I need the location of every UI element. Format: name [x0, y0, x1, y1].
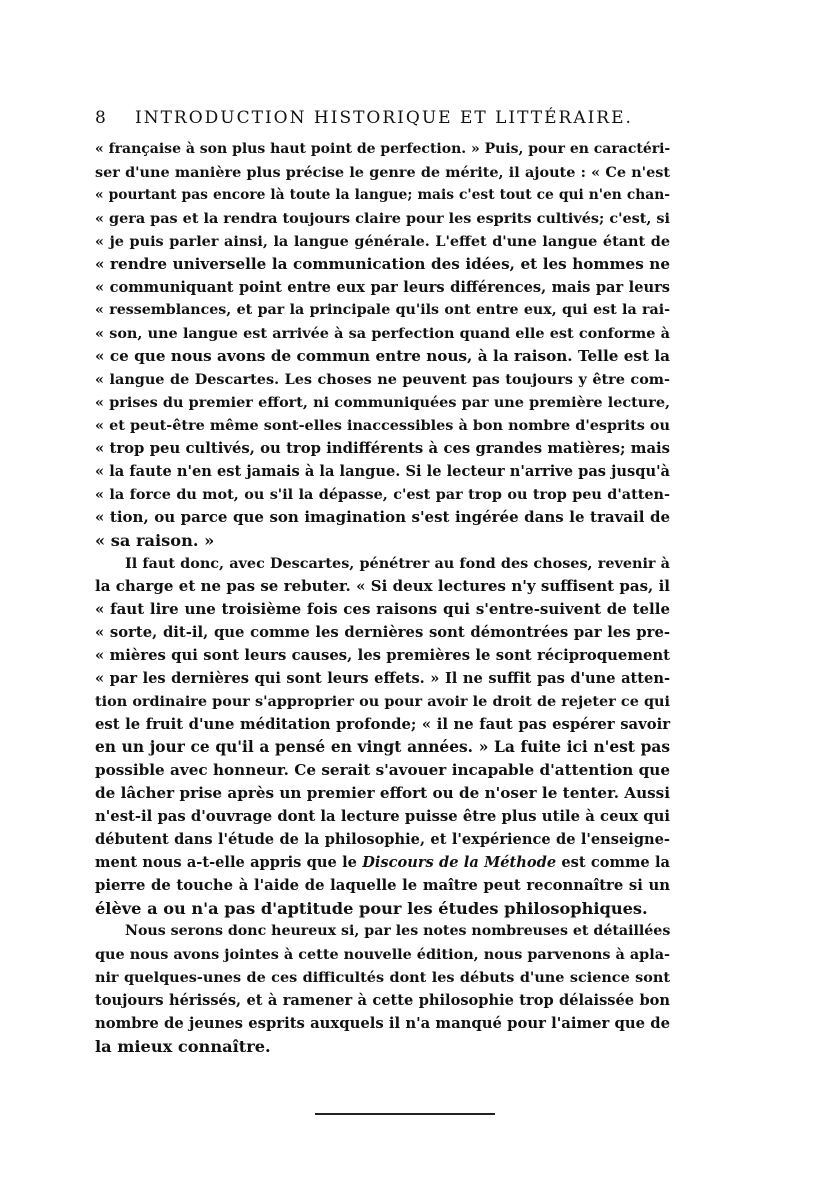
text-line: « pourtant pas encore là toute la langue; mais c'est tout ce qui n'en chan- — [95, 187, 670, 203]
text-line: en un jour ce qu'il a pensé en vingt années. » La fuite ici n'est pas — [95, 738, 670, 756]
text-line: « son, une langue est arrivée à sa perfection quand elle est conforme à — [95, 325, 670, 342]
line-prefix: ment nous a-t-elle appris que le — [95, 854, 363, 871]
page — [95, 108, 670, 1058]
text-line: que nous avons jointes à cette nouvelle édition, nous parvenons à apla- — [95, 946, 670, 963]
paragraph-2 — [95, 552, 670, 920]
text-line: Il faut donc, avec Descartes, pénétrer au fond des choses, revenir à — [125, 555, 670, 572]
text-line: nir quelques-unes de ces difficultés dont les débuts d'une science sont — [95, 969, 670, 986]
text-line: la charge et ne pas se rebuter. « Si deux lectures n'y suffisent pas, il — [95, 577, 670, 595]
text-line: « française à son plus haut point de perfection. » Puis, pour en caractéri- — [95, 141, 671, 157]
text-line: « langue de Descartes. Les choses ne peuvent pas toujours y être com- — [95, 371, 670, 388]
text-line: « et peut-être même sont-elles inaccessibles à bon nombre d'esprits ou — [95, 417, 670, 434]
page-number: 8 — [95, 108, 108, 128]
book-title: Discours de la Méthode — [362, 854, 557, 871]
text-line-with-title — [95, 851, 670, 874]
text-line: élève a ou n'a pas d'aptitude pour les études philosophiques. — [95, 899, 648, 918]
text-line: ser d'une manière plus précise le genre de mérite, il ajoute : « Ce n'est — [95, 164, 670, 181]
body-text — [95, 138, 670, 1058]
text-line: n'est-il pas d'ouvrage dont la lecture puisse être plus utile à ceux qui — [95, 808, 670, 825]
text-line: toujours hérissés, et à ramener à cette philosophie trop délaissée bon — [95, 992, 670, 1009]
paragraph-3 — [95, 920, 670, 1058]
text-line: « prises du premier effort, ni communiquées par une première lecture, — [95, 394, 670, 411]
text-line: « par les dernières qui sont leurs effets. » Il ne suffit pas d'une atten- — [95, 670, 670, 687]
text-line: tion ordinaire pour s'approprier ou pour avoir le droit de rejeter ce qui — [95, 693, 670, 710]
text-line: de lâcher prise après un premier effort ou de n'oser le tenter. Aussi — [95, 784, 670, 802]
text-line: « faut lire une troisième fois ces raisons qui s'entre-suivent de telle — [95, 600, 670, 618]
text-line: « trop peu cultivés, ou trop indifférents à ces grandes matières; mais — [95, 440, 670, 457]
text-line: « ce que nous avons de commun entre nous, à la raison. Telle est la — [95, 347, 670, 365]
running-head — [95, 108, 670, 128]
text-line: nombre de jeunes esprits auxquels il n'a manqué pour l'aimer que de — [95, 1015, 670, 1032]
text-line: pierre de touche à l'aide de laquelle le maître peut reconnaître si un — [95, 877, 670, 894]
text-line: débutent dans l'étude de la philosophie, et l'expérience de l'enseigne- — [95, 831, 670, 848]
text-line: Nous serons donc heureux si, par les notes nombreuses et détaillées — [125, 923, 671, 939]
text-line: « gera pas et la rendra toujours claire pour les esprits cultivés; c'est, si — [95, 210, 670, 227]
line-suffix: est comme la — [556, 854, 670, 871]
text-line: « la force du mot, ou s'il la dépasse, c'est par trop ou trop peu d'atten- — [95, 486, 670, 503]
text-line: « sa raison. » — [95, 531, 215, 550]
text-line: « la faute n'en est jamais à la langue. Si le lecteur n'arrive pas jusqu'à — [95, 463, 670, 480]
text-line: « tion, ou parce que son imagination s'est ingérée dans le travail de — [95, 508, 670, 526]
text-line: « sorte, dit-il, que comme les dernières sont démontrées par les pre- — [95, 624, 670, 641]
text-line: la mieux connaître. — [95, 1037, 271, 1056]
text-line: possible avec honneur. Ce serait s'avouer incapable d'attention que — [95, 761, 670, 779]
text-line: « rendre universelle la communication des idées, et les hommes ne — [95, 255, 670, 273]
text-line: « ressemblances, et par la principale qu'ils ont entre eux, qui est la rai- — [95, 302, 670, 318]
text-line: « mières qui sont leurs causes, les premières le sont réciproquement — [95, 647, 670, 664]
text-line: est le fruit d'une méditation profonde; « il ne faut pas espérer savoir — [95, 716, 670, 733]
section-divider — [315, 1113, 495, 1115]
text-line: « je puis parler ainsi, la langue générale. L'effet d'une langue étant de — [95, 233, 670, 250]
paragraph-1 — [95, 138, 670, 552]
text-line: « communiquant point entre eux par leurs différences, mais par leurs — [95, 279, 670, 296]
running-title: INTRODUCTION HISTORIQUE ET LITTÉRAIRE. — [135, 108, 633, 128]
